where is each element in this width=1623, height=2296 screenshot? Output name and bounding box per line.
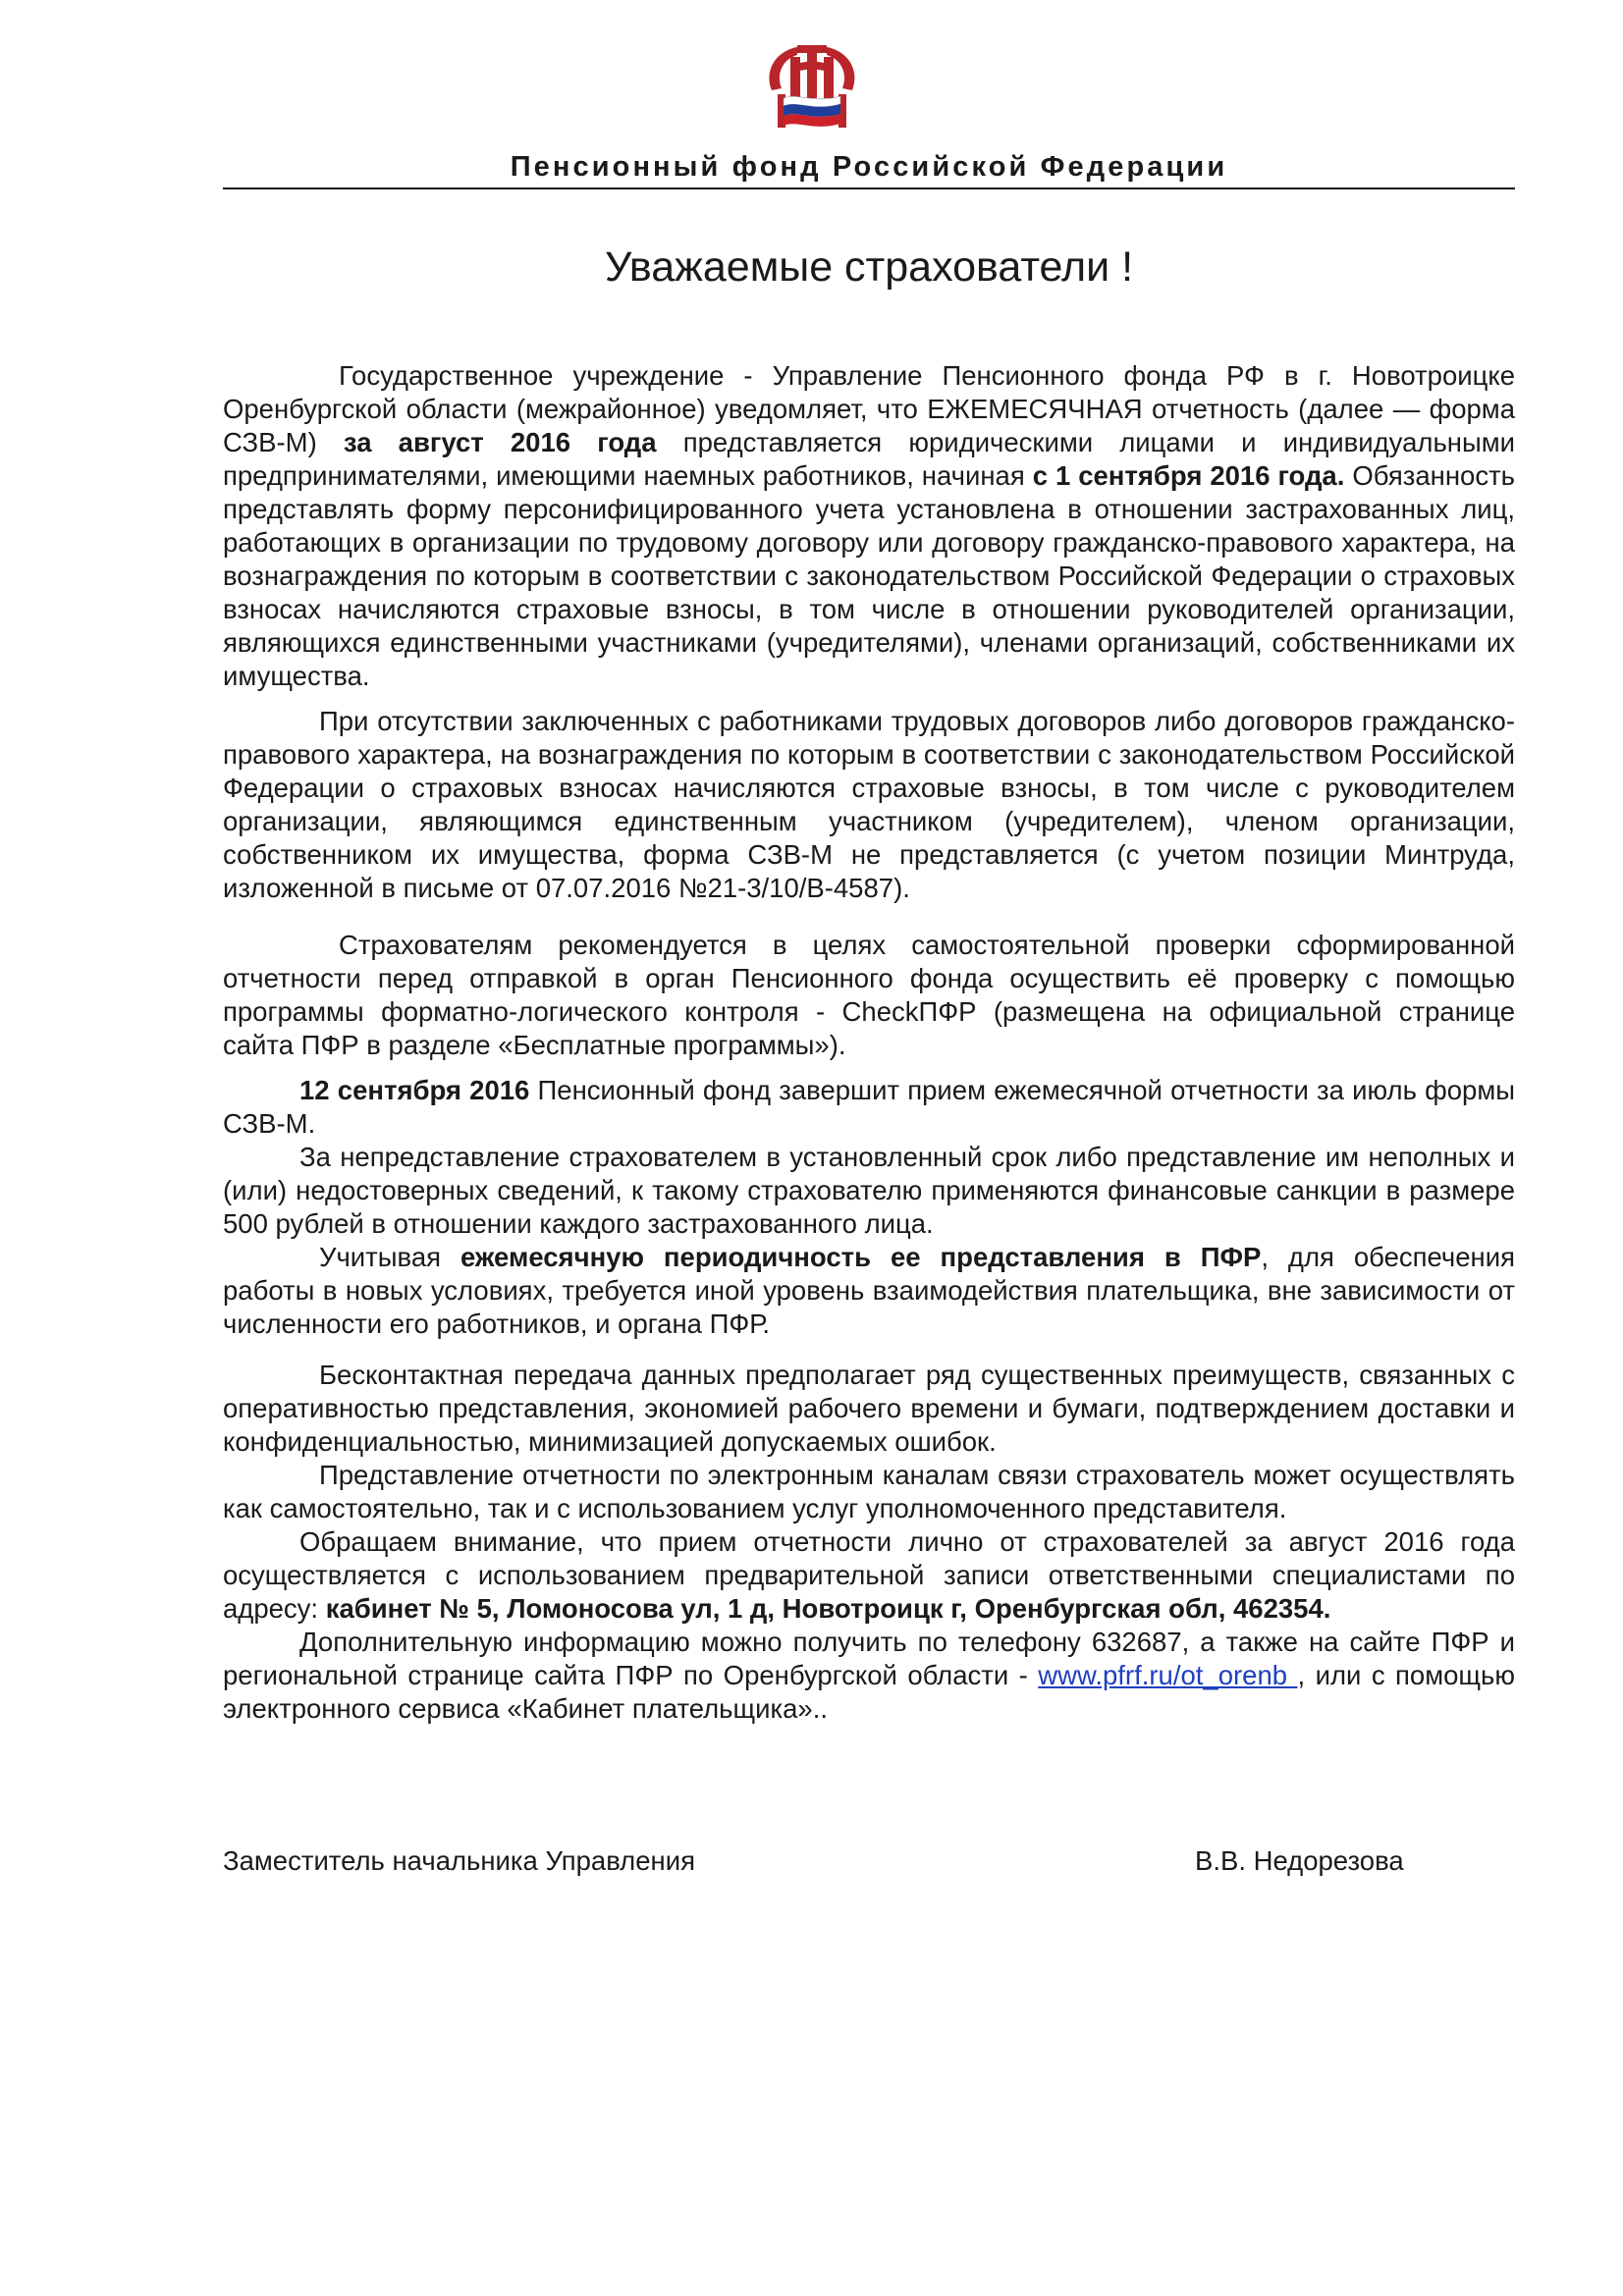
paragraph-5: За непредставление страхователем в установленный срок либо представление им неполных и (или) недостоверных сведений, к такому страхователю применяются финансовые санкции в размере 500 рублей в отношении каждого застрахованного лица.: [223, 1142, 1515, 1239]
header-divider: [223, 187, 1515, 189]
paragraph-6: [223, 1241, 1515, 1341]
paragraph-4: [223, 1074, 1515, 1141]
signer-name: В.В. Недорезова: [1195, 1845, 1404, 1876]
paragraph-10: [223, 1626, 1515, 1726]
paragraph-6-bold: ежемесячную периодичность ее представления в ПФР: [460, 1242, 1262, 1272]
pfr-logo-icon: [758, 41, 866, 143]
letter-body: [223, 359, 1515, 1726]
pfr-region-link[interactable]: www.pfrf.ru/ot_orenb: [1038, 1660, 1298, 1690]
paragraph-1-text-c: Обязанность представлять форму персонифицированного учета установлена в отношении застрахованных лиц, работающих в организации по трудовому договору или договору гражданско-правового характера, на вознаграждения по которым в соответствии с законодательством Российской Федерации о страховых взносах начисляются страховые взносы, в том числе в отношении руководителей организации, являющихся единственными участниками (учредителями), членами организаций, собственниками их имущества.: [223, 460, 1515, 691]
paragraph-10-text-b: , или с помощью электронного сервиса «Кабинет плательщика»..: [223, 1660, 1516, 1724]
paragraph-1-text-b: представляется юридическими лицами и индивидуальными предпринимателями, имеющими наемных работников, начиная: [223, 427, 1515, 491]
paragraph-1-bold-b: с 1 сентября 2016 года.: [1032, 460, 1345, 491]
paragraph-9-text: Обращаем внимание, что прием отчетности лично от страхователей за август 2016 года осуществляется с использованием предварительной записи ответственными специалистами по адресу:: [223, 1526, 1515, 1624]
paragraph-6-text-a: Учитывая: [319, 1242, 460, 1272]
paragraph-9-address: кабинет № 5, Ломоносова ул, 1 д, Новотроицк г, Оренбургская обл, 462354.: [325, 1593, 1331, 1624]
paragraph-7: Бесконтактная передача данных предполагает ряд существенных преимуществ, связанных с оперативностью представления, экономией рабочего времени и бумаги, подтверждением доставки и конфиденциальностью, минимизацией допускаемых ошибок.: [223, 1360, 1515, 1457]
paragraph-1: [223, 359, 1515, 693]
paragraph-9: [223, 1525, 1515, 1626]
signer-position: Заместитель начальника Управления: [223, 1845, 695, 1876]
paragraph-6-text-b: , для обеспечения работы в новых условиях, требуется иной уровень взаимодействия плательщика, вне зависимости от численности его работников, и органа ПФР.: [223, 1242, 1515, 1339]
paragraph-1-text-a: Государственное учреждение - Управление Пенсионного фонда РФ в г. Новотроицке Оренбургской области (межрайонное) уведомляет, что ЕЖЕМЕСЯЧНАЯ отчетность (далее — форма СЗВ-М): [223, 360, 1515, 457]
paragraph-8: Представление отчетности по электронным каналам связи страхователь может осуществлять как самостоятельно, так и с использованием услуг уполномоченного представителя.: [223, 1460, 1515, 1523]
paragraph-3: Страхователям рекомендуется в целях самостоятельной проверки сформированной отчетности перед отправкой в орган Пенсионного фонда осуществить её проверку с помощью программы форматно-логического контроля - CheckПФР (размещена на официальной странице сайта ПФР в разделе «Бесплатные программы»).: [223, 930, 1515, 1060]
paragraph-2: При отсутствии заключенных с работниками трудовых договоров либо договоров гражданско-правового характера, на вознаграждения по которым в соответствии с законодательством Российской Федерации о страховых взносах начисляются страховые взносы, в том числе с руководителем организации, являющимся единственным участником (учредителем), членом организации, собственником их имущества, форма СЗВ-М не представляется (с учетом позиции Минтруда, изложенной в письме от 07.07.2016 №21-3/10/В-4587).: [223, 706, 1515, 903]
paragraph-4-bold: 12 сентября 2016: [299, 1075, 530, 1105]
paragraph-1-bold-a: за август 2016 года: [343, 427, 657, 457]
organization-name: Пенсионный фонд Российской Федерации: [510, 151, 1228, 183]
paragraph-4-text: Пенсионный фонд завершит прием ежемесячной отчетности за июль формы СЗВ-М.: [223, 1075, 1515, 1139]
greeting-heading: Уважаемые страхователи !: [604, 243, 1134, 291]
paragraph-10-text-a: Дополнительную информацию можно получить по телефону 632687, а также на сайте ПФР и региональной странице сайта ПФР по Оренбургской области -: [223, 1627, 1515, 1690]
